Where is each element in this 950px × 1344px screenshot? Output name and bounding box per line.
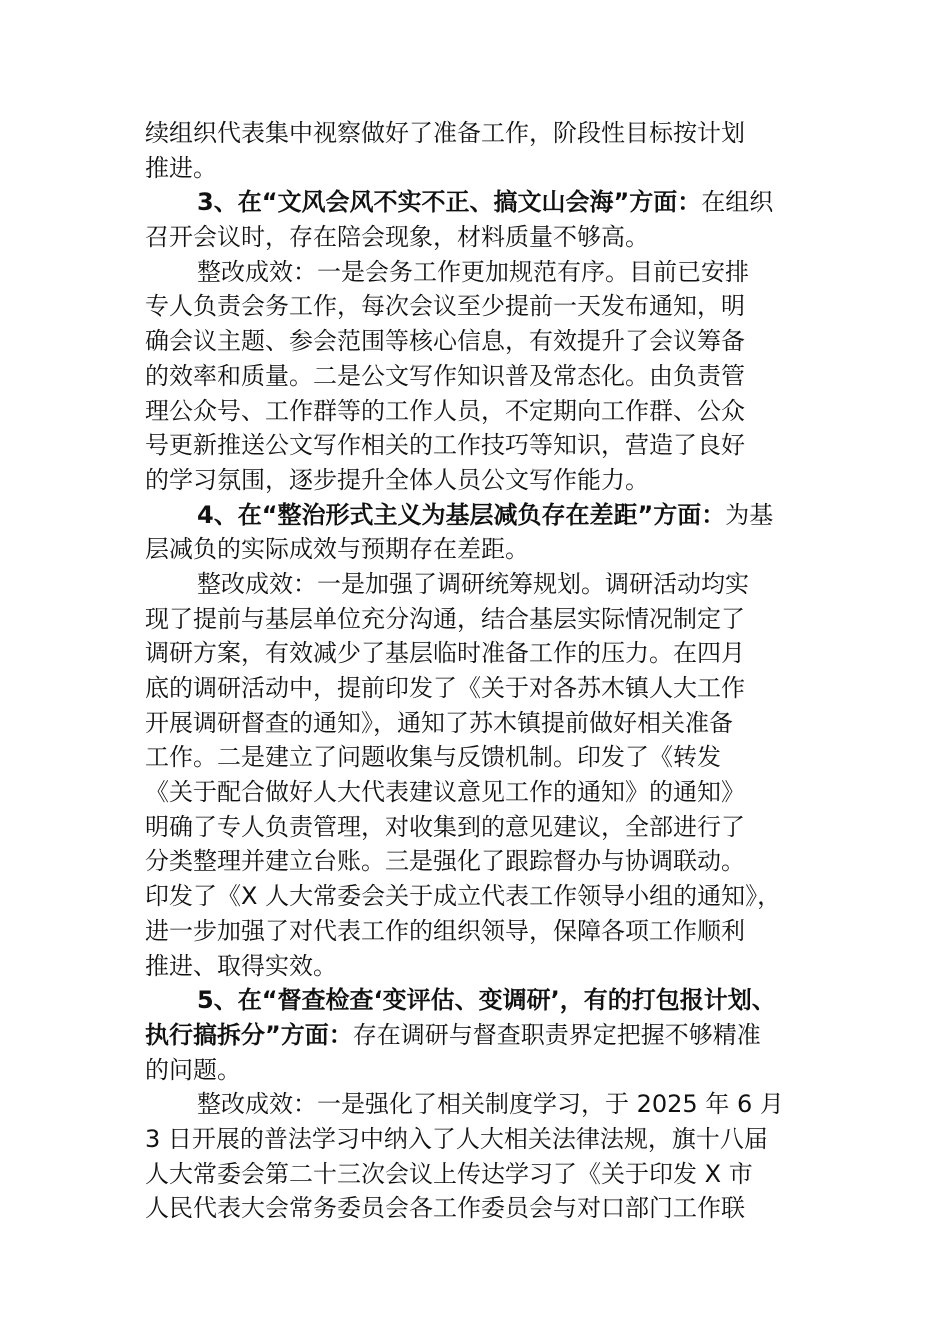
body-line: 现了提前与基层单位充分沟通，结合基层实际情况制定了 <box>145 604 745 633</box>
body-line: 的学习氛围，逐步提升全体人员公文写作能力。 <box>145 465 649 494</box>
section-heading-4 <box>145 498 809 533</box>
body-line: 的效率和质量。二是公文写作知识普及常态化。由负责管 <box>145 361 745 390</box>
body-line: 人大常委会第二十三次会议上传达学习了《关于印发 X 市 <box>145 1159 753 1188</box>
body-line: 人民代表大会常务委员会各工作委员会与对口部门工作联 <box>145 1194 745 1223</box>
body-line: 号更新推送公文写作相关的工作技巧等知识，营造了良好 <box>145 431 745 460</box>
body-line: 进一步加强了对代表工作的组织领导，保障各项工作顺利 <box>145 916 745 945</box>
body-line: 底的调研活动中，提前印发了《关于对各苏木镇人大工作 <box>145 674 745 702</box>
section-heading-3-text: 在组织 <box>701 188 774 217</box>
section-heading-5 <box>145 983 809 1018</box>
body-line: 推进。 <box>145 153 217 182</box>
body-line: 分类整理并建立台账。三是强化了跟踪督办与协调联动。 <box>145 847 745 876</box>
section-heading-5-text: 存在调研与督查职责界定把握不够精准 <box>352 1020 761 1049</box>
body-line: 推进、取得实效。 <box>145 951 337 980</box>
body-line: 续组织代表集中视察做好了准备工作，阶段性目标按计划 <box>145 119 745 147</box>
section-heading-4-text: 为基 <box>725 500 774 529</box>
body-line: 《关于配合做好人大代表建议意见工作的通知》的通知》 <box>145 778 745 807</box>
body-line: 3 日开展的普法学习中纳入了人大相关法律法规，旗十八届 <box>145 1124 768 1153</box>
section-heading-5-title-cont: 执行搞拆分”方面： <box>145 1020 353 1049</box>
body-line: 工作。二是建立了问题收集与反馈机制。印发了《转发 <box>145 743 721 772</box>
paragraph-start: 整改成效：一是加强了调研统筹规划。调研活动均实 <box>197 569 749 598</box>
body-line: 印发了《X 人大常委会关于成立代表工作领导小组的通知》， <box>145 882 782 911</box>
body-line: 专人负责会务工作，每次会议至少提前一天发布通知，明 <box>145 292 745 321</box>
body-line: 理公众号、工作群等的工作人员，不定期向工作群、公众 <box>145 396 745 425</box>
body-line: 调研方案，有效减少了基层临时准备工作的压力。在四月 <box>145 639 745 668</box>
body-line: 层减负的实际成效与预期存在差距。 <box>145 535 529 564</box>
paragraph-start: 整改成效：一是会务工作更加规范有序。目前已安排 <box>197 257 749 286</box>
body-line: 开展调研督查的通知》，通知了苏木镇提前做好相关准备 <box>145 708 733 737</box>
section-heading-3-title: 3、在“文风会风不实不正、搞文山会海”方面： <box>197 188 702 217</box>
section-heading-4-title: 4、在“整治形式主义为基层减负存在差距”方面： <box>197 500 726 529</box>
section-heading-5-title: 5、在“督查检查‘变评估、变调研’，有的打包报计划、 <box>197 986 776 1015</box>
body-line: 明确了专人负责管理，对收集到的意见建议，全部进行了 <box>145 812 745 841</box>
paragraph-start: 整改成效：一是强化了相关制度学习，于 2025 年 6 月 <box>197 1090 784 1119</box>
section-heading-5-continued <box>145 1018 809 1053</box>
document-page <box>145 116 809 1226</box>
body-line: 的问题。 <box>145 1055 241 1084</box>
body-line: 确会议主题、参会范围等核心信息，有效提升了会议筹备 <box>145 327 745 356</box>
body-line: 召开会议时，存在陪会现象，材料质量不够高。 <box>145 223 649 252</box>
section-heading-3 <box>145 185 809 220</box>
